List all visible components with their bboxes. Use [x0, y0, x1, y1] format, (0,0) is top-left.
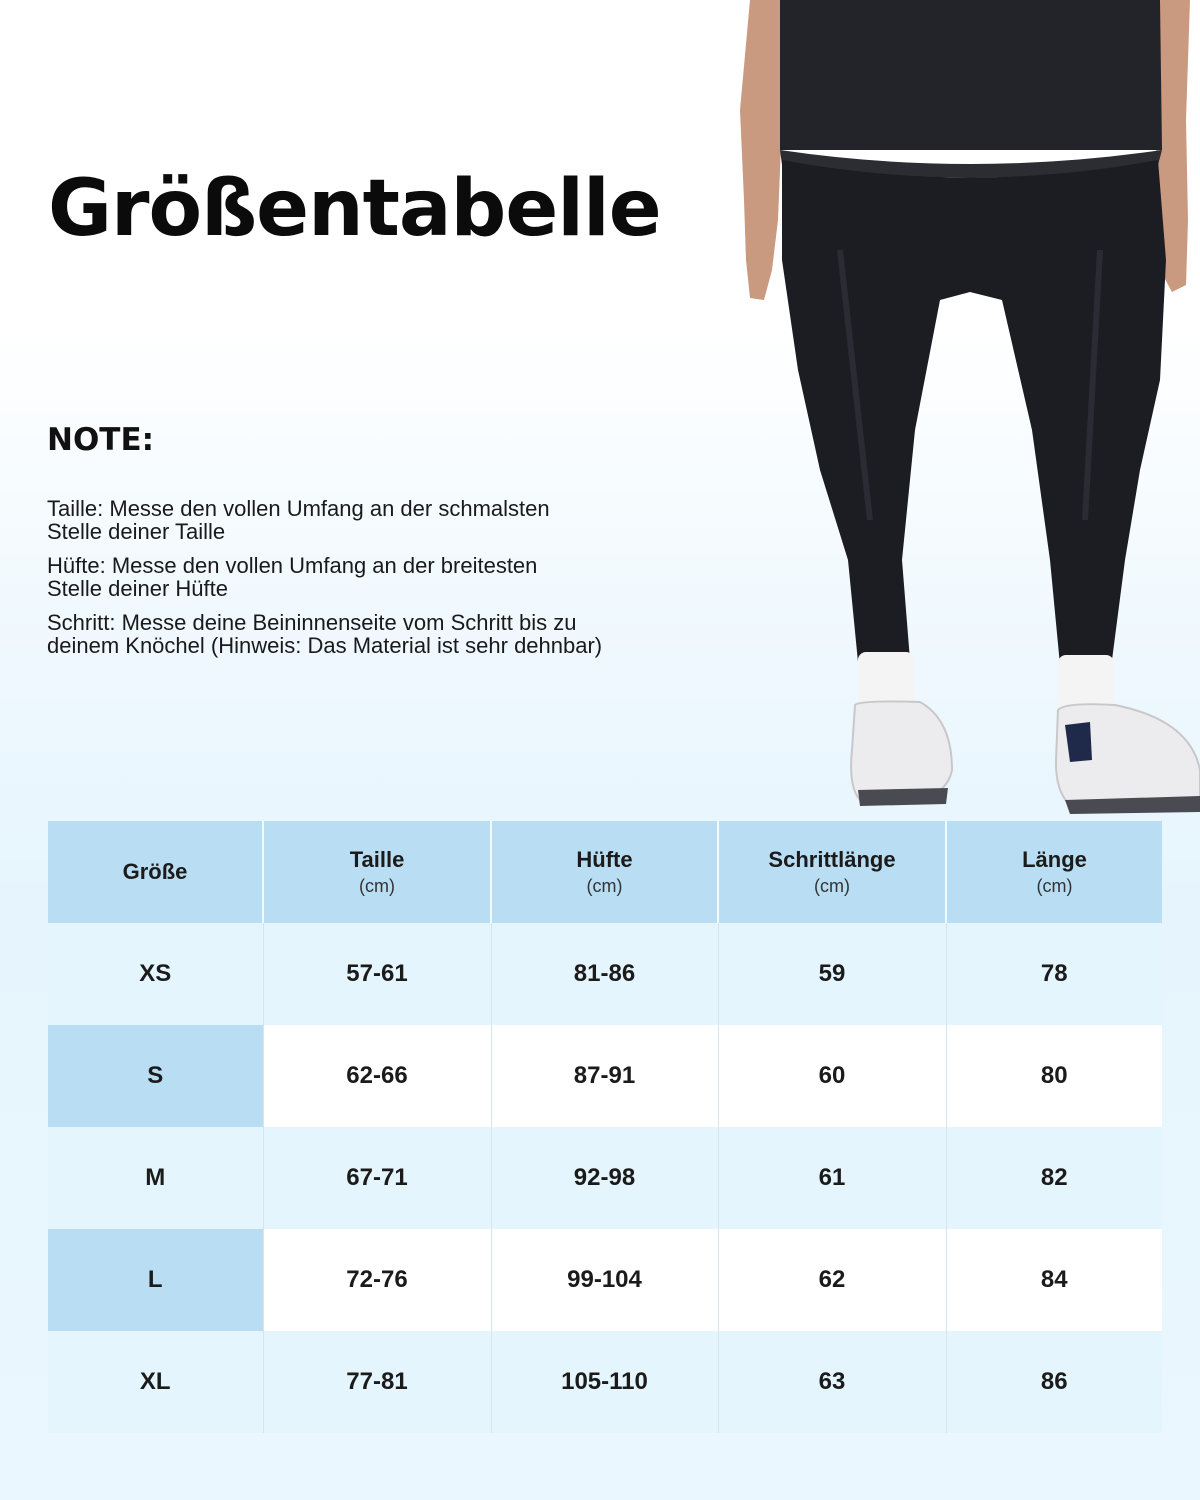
laenge-cell: 84: [946, 1229, 1162, 1331]
note-schritt-label: Schritt:: [47, 610, 116, 635]
size-cell: S: [48, 1025, 263, 1127]
header-taille-unit: (cm): [359, 876, 395, 896]
huefte-cell: 81-86: [491, 923, 718, 1025]
note-taille-line2: Stelle deiner Taille: [47, 519, 226, 544]
header-schrittlaenge-unit: (cm): [814, 876, 850, 896]
table-header-row: [48, 821, 1162, 923]
size-cell: M: [48, 1127, 263, 1229]
header-laenge: Länge (cm): [946, 821, 1162, 923]
note-taille: [47, 497, 787, 543]
header-huefte-unit: (cm): [586, 876, 623, 896]
table-row: [48, 1331, 1162, 1433]
laenge-cell: 86: [946, 1331, 1162, 1433]
model-leggings-image: [720, 0, 1200, 820]
schrittlaenge-cell: 62: [718, 1229, 946, 1331]
huefte-cell: 92-98: [491, 1127, 718, 1229]
table-row: [48, 923, 1162, 1025]
header-schrittlaenge: Schrittlänge (cm): [718, 821, 946, 923]
note-schritt: [47, 611, 787, 657]
header-taille: Taille (cm): [263, 821, 491, 923]
measurement-notes: [47, 497, 787, 668]
note-huefte-line2: Stelle deiner Hüfte: [47, 576, 228, 601]
table-row: [48, 1229, 1162, 1331]
size-cell: XS: [48, 923, 263, 1025]
note-taille-line1: Messe den vollen Umfang an der schmalsten: [109, 496, 550, 521]
schrittlaenge-cell: 63: [718, 1331, 946, 1433]
taille-cell: 77-81: [263, 1331, 491, 1433]
schrittlaenge-cell: 61: [718, 1127, 946, 1229]
size-cell: XL: [48, 1331, 263, 1433]
taille-cell: 57-61: [263, 923, 491, 1025]
note-huefte: [47, 554, 787, 600]
note-schritt-line2: deinem Knöchel (Hinweis: Das Material ist sehr dehnbar): [47, 633, 603, 658]
table-row: [48, 1127, 1162, 1229]
laenge-cell: 80: [946, 1025, 1162, 1127]
note-taille-label: Taille:: [47, 496, 104, 521]
laenge-cell: 78: [946, 923, 1162, 1025]
note-huefte-line1: Messe den vollen Umfang an der breitesten: [111, 553, 538, 578]
size-cell: L: [48, 1229, 263, 1331]
note-huefte-label: Hüfte:: [47, 553, 106, 578]
header-huefte: Hüfte (cm): [491, 821, 718, 923]
header-laenge-unit: (cm): [1036, 876, 1073, 896]
header-groesse: Größe: [48, 821, 263, 923]
note-heading: NOTE:: [47, 422, 155, 458]
huefte-cell: 87-91: [491, 1025, 718, 1127]
taille-cell: 72-76: [263, 1229, 491, 1331]
note-schritt-line1: Messe deine Beininnenseite vom Schritt bis zu: [121, 610, 577, 635]
taille-cell: 62-66: [263, 1025, 491, 1127]
size-table: [48, 821, 1162, 1433]
schrittlaenge-cell: 59: [718, 923, 946, 1025]
huefte-cell: 99-104: [491, 1229, 718, 1331]
schrittlaenge-cell: 60: [718, 1025, 946, 1127]
page-title: Größentabelle: [48, 164, 661, 254]
taille-cell: 67-71: [263, 1127, 491, 1229]
huefte-cell: 105-110: [491, 1331, 718, 1433]
laenge-cell: 82: [946, 1127, 1162, 1229]
table-row: [48, 1025, 1162, 1127]
